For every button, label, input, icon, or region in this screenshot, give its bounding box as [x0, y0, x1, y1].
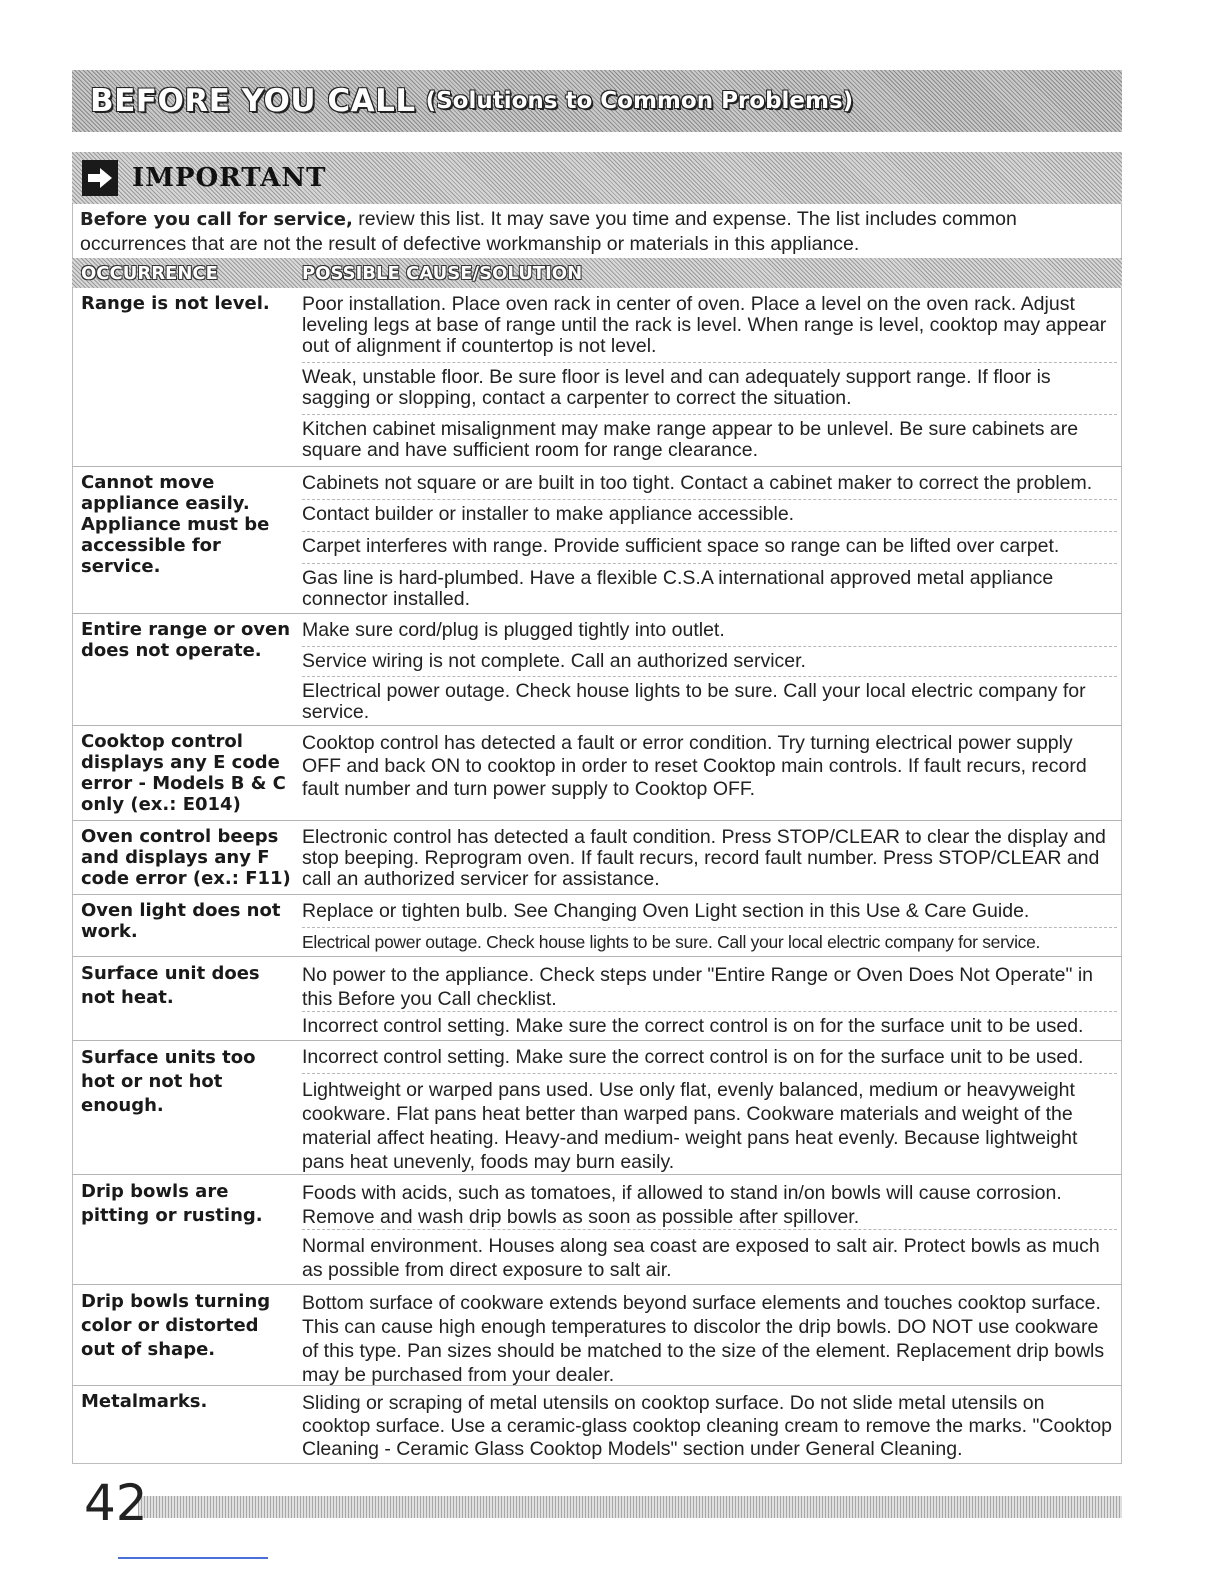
solution-cell: Cabinets not square or are built in too tight. Contact a cabinet maker to correct the problem. — [302, 472, 1093, 494]
solution-cell: Normal environment. Houses along sea coast are exposed to salt air. Protect bowls as much as possible from direct exposure to salt air. — [302, 1229, 1117, 1285]
solution-cell: Cooktop control has detected a fault or error condition. Try turning electrical power supply OFF and back ON to cooktop in order to reset Cooktop main controls. If fault recurs, record fault number and turn power supply to Cooktop OFF. — [302, 732, 1087, 800]
occurrence-cell: Drip bowls turning color or distorted out of shape. — [81, 1291, 271, 1360]
occurrence-cell: Cannot move appliance easily. Appliance must be accessible for service. — [81, 472, 270, 577]
arrow-right-icon — [82, 160, 118, 196]
intro-paragraph — [80, 207, 1110, 256]
occurrence-cell: Metalmarks. — [81, 1391, 208, 1412]
footer-bar — [138, 1496, 1122, 1518]
page-title: BEFORE YOU CALL — [90, 83, 416, 119]
occurrence-cell: Entire range or oven does not operate. — [81, 619, 291, 661]
occurrence-cell: Surface unit does not heat. — [81, 963, 260, 1008]
table-row — [72, 1285, 1122, 1386]
table-row — [72, 726, 1122, 821]
solution-cell: Weak, unstable floor. Be sure floor is level and can adequately support range. If floor is sagging or slopping, contact a carpenter to correct the situation. — [302, 362, 1117, 414]
important-bar — [72, 152, 1122, 204]
solution-cell: Replace or tighten bulb. See Changing Oven Light section in this Use & Care Guide. — [302, 900, 1030, 922]
occurrence-header: OCCURRENCE — [81, 262, 218, 284]
column-header — [72, 258, 1122, 288]
solution-cell: Bottom surface of cookware extends beyond surface elements and touches cooktop surface. This can cause high enough temperatures to discolor the drip bowls. DO NOT use cookware of this type. Pan sizes should be matched to the size of the element. Replacement drip bowls may be purchased from your dealer. — [302, 1292, 1105, 1386]
page-subtitle: (Solutions to Common Problems) — [425, 88, 854, 114]
intro-bold: Before you call for service, — [80, 209, 353, 230]
solution-cell: Lightweight or warped pans used. Use only flat, evenly balanced, medium or heavyweight cookware. Flat pans heat better than warped pans. Cookware materials and weight of the material affect heating. Heavy-and medium- weight pans heat evenly. Because lightweight pans heat unevenly, foods may burn easily. — [302, 1073, 1117, 1175]
occurrence-cell: Oven control beeps and displays any F code error (ex.: F11) — [81, 826, 291, 889]
link-underline — [118, 1557, 268, 1559]
solution-cell: Incorrect control setting. Make sure the correct control is on for the surface unit to be used. — [302, 1011, 1117, 1041]
table-row — [72, 1041, 1122, 1175]
solution-cell: Electrical power outage. Check house lights to be sure. Call your local electric company for service. — [302, 927, 1117, 957]
solution-cell: Make sure cord/plug is plugged tightly into outlet. — [302, 619, 725, 641]
table-row — [72, 821, 1122, 895]
solution-cell: Gas line is hard-plumbed. Have a flexible C.S.A international approved metal appliance connector installed. — [302, 563, 1117, 613]
table-row — [72, 957, 1122, 1041]
solution-header: POSSIBLE CAUSE/SOLUTION — [302, 262, 583, 284]
table-row — [72, 467, 1122, 614]
solution-cell: Electronic control has detected a fault condition. Press STOP/CLEAR to clear the display and stop beeping. Reprogram oven. If fault recurs, record fault number. Press STOP/CLEAR and call an authorized servicer for assistance. — [302, 826, 1106, 890]
occurrence-cell: Drip bowls are pitting or rusting. — [81, 1181, 263, 1226]
table-row — [72, 614, 1122, 726]
solution-cell: Poor installation. Place oven rack in center of oven. Place a level on the oven rack. Adjust leveling legs at base of range until the rack is level. When range is level, cooktop may appear out of alignment if countertop is not level. — [302, 293, 1107, 357]
solution-cell: Sliding or scraping of metal utensils on cooktop surface. Do not slide metal utensils on cooktop surface. Use a ceramic-glass cooktop cleaning cream to remove the marks. "Cooktop Cleaning - Ceramic Glass Cooktop Models" section under General Cleaning. — [302, 1392, 1113, 1460]
table-row — [72, 288, 1122, 467]
table-row — [72, 895, 1122, 957]
solution-cell: Service wiring is not complete. Call an authorized servicer. — [302, 646, 1117, 676]
table-row — [72, 1386, 1122, 1464]
table-row — [72, 1175, 1122, 1285]
solution-cell: No power to the appliance. Check steps under "Entire Range or Oven Does Not Operate" in this Before you Call checklist. — [302, 964, 1094, 1010]
occurrence-cell: Surface units too hot or not hot enough. — [81, 1047, 256, 1116]
intro-text: review this list. It may save you time and expense. The list includes common occurrences that are not the result of defective workmanship or materials in this appliance. — [80, 208, 1017, 255]
occurrence-cell: Cooktop control displays any E code error - Models B & C only (ex.: E014) — [81, 731, 286, 815]
page-number: 42 — [84, 1474, 148, 1532]
solution-cell: Kitchen cabinet misalignment may make range appear to be unlevel. Be sure cabinets are square and have sufficient room for range clearance. — [302, 414, 1117, 466]
occurrence-cell: Oven light does not work. — [81, 900, 281, 942]
solution-cell: Contact builder or installer to make appliance accessible. — [302, 499, 1117, 531]
solution-cell: Foods with acids, such as tomatoes, if allowed to stand in/on bowls will cause corrosion. Remove and wash drip bowls as soon as possible after spillover. — [302, 1182, 1062, 1228]
solution-cell: Carpet interferes with range. Provide sufficient space so range can be lifted over carpet. — [302, 531, 1117, 563]
solution-cell: Electrical power outage. Check house lights to be sure. Call your local electric company for service. — [302, 676, 1117, 725]
solution-cell: Incorrect control setting. Make sure the correct control is on for the surface unit to be used. — [302, 1046, 1084, 1068]
important-label: IMPORTANT — [132, 163, 327, 193]
occurrence-cell: Range is not level. — [81, 293, 270, 314]
title-banner — [72, 70, 1122, 132]
